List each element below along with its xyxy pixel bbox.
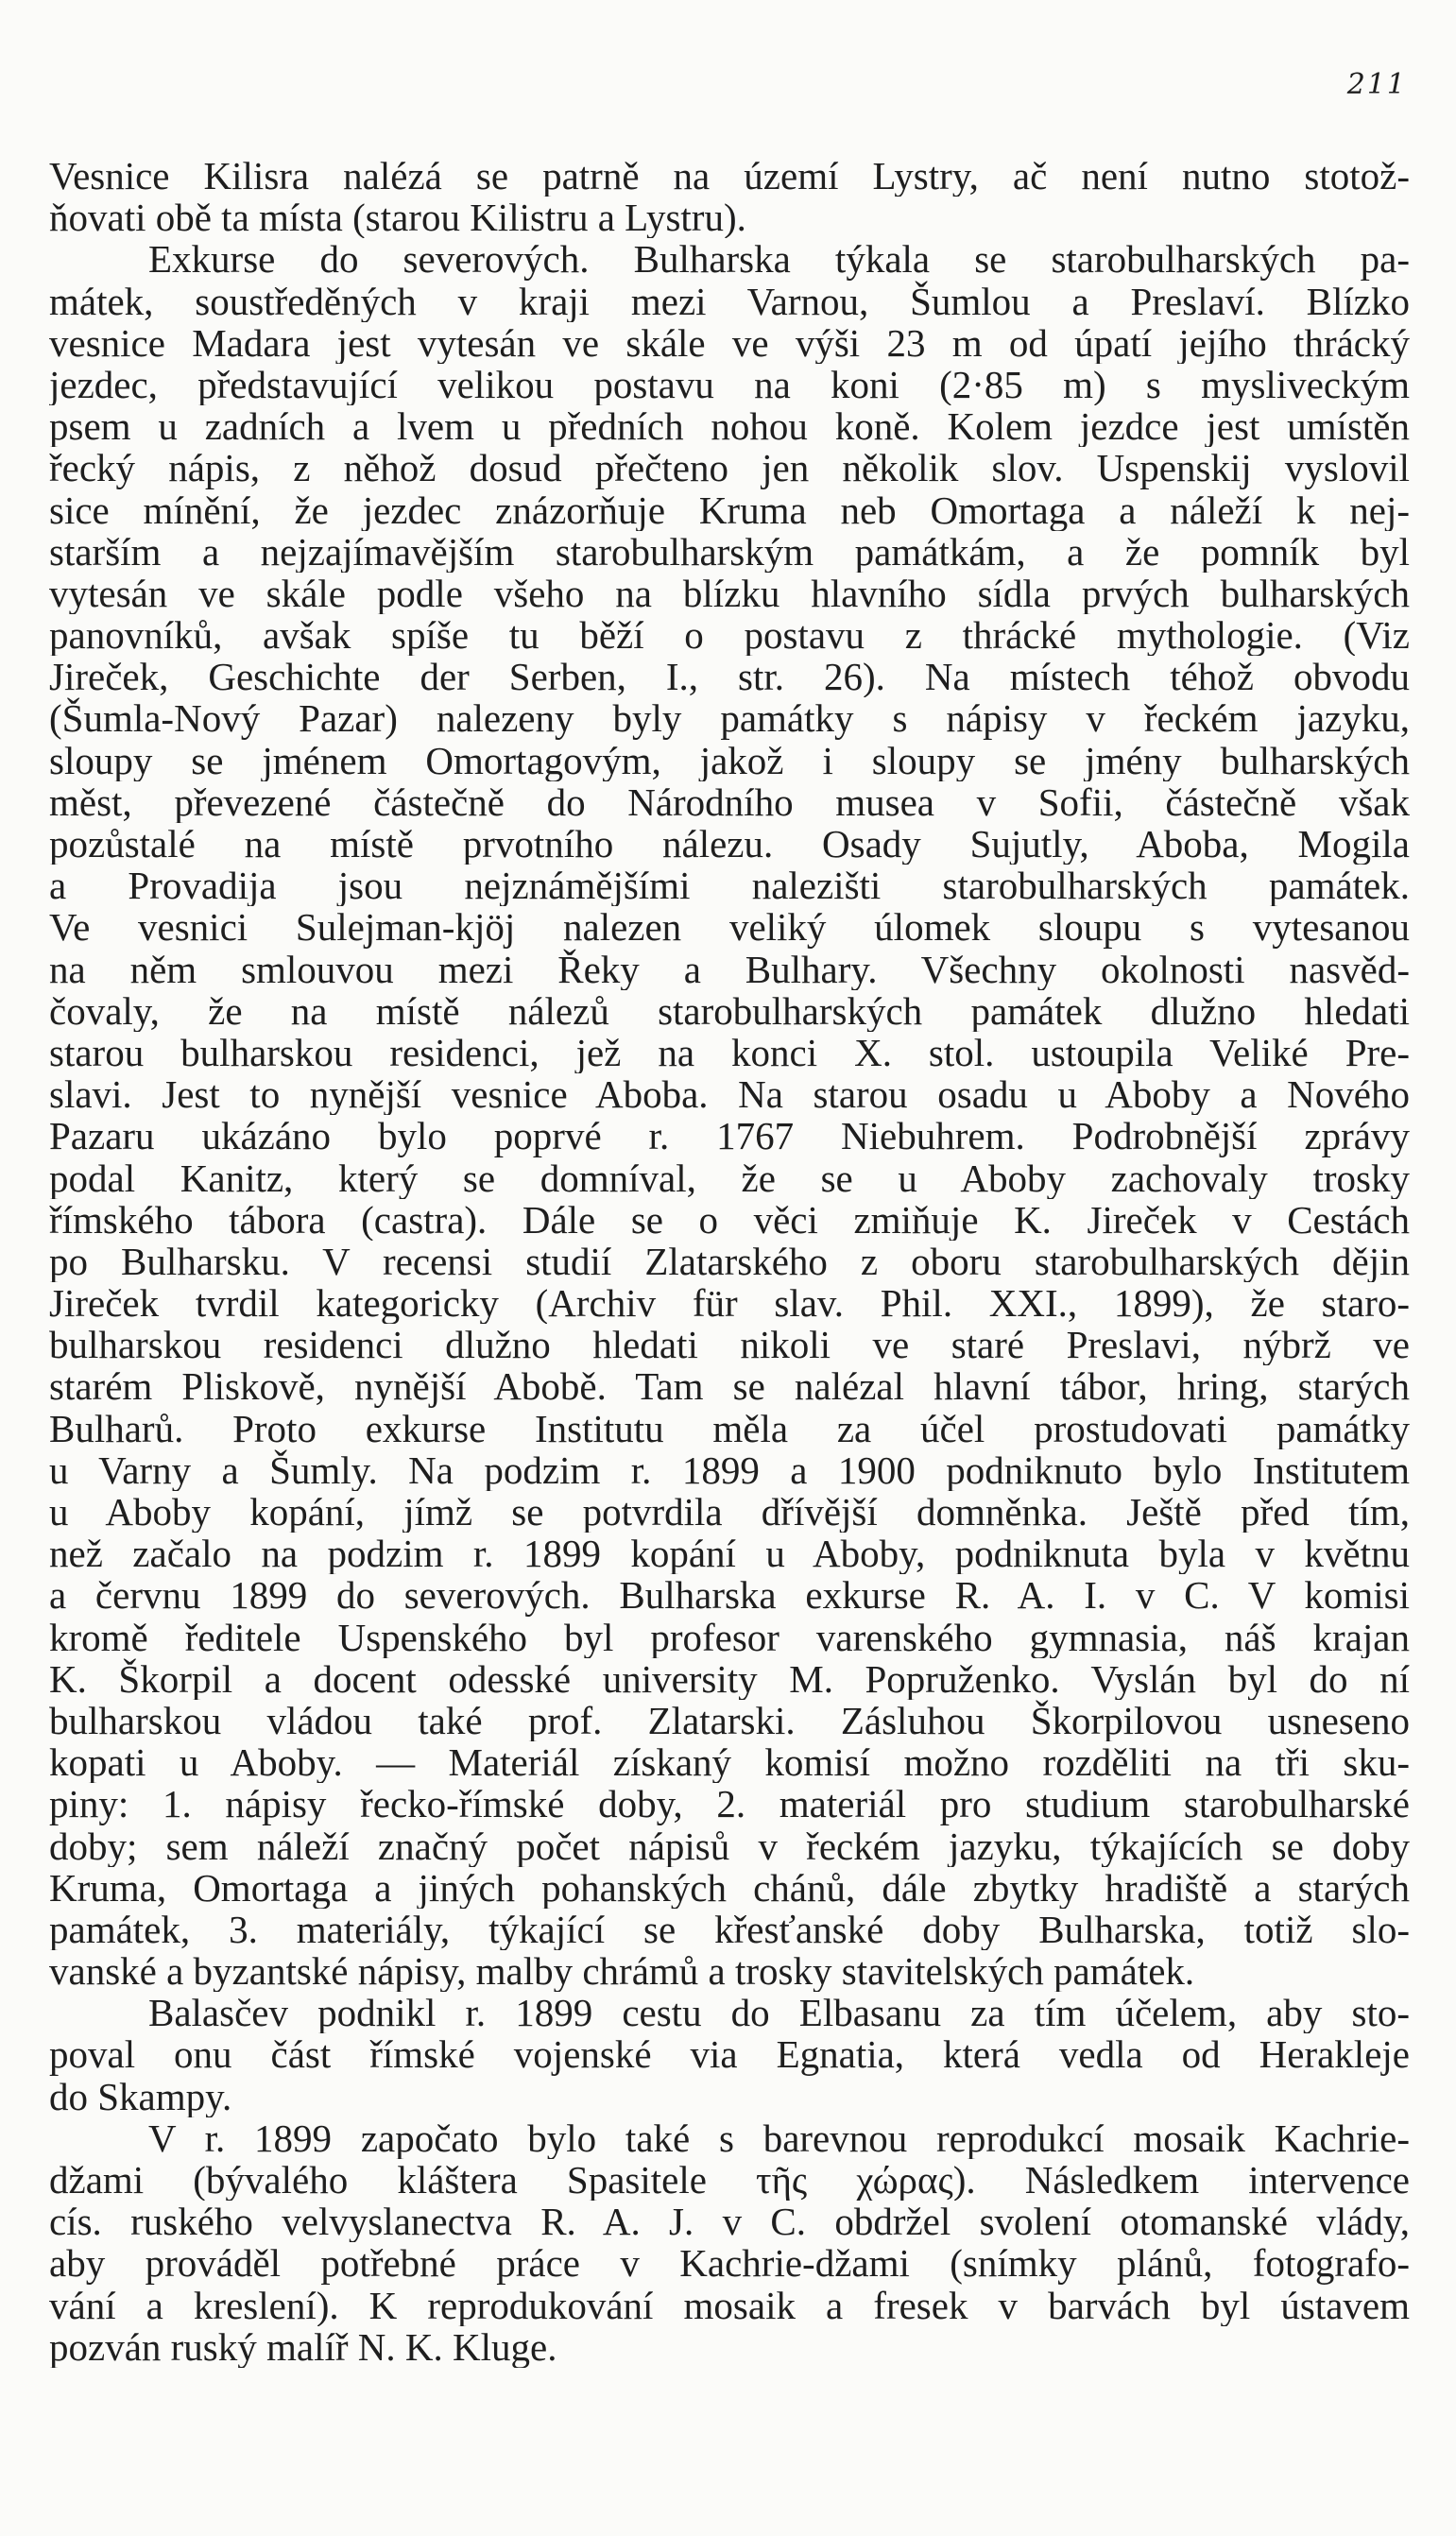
text-line: po Bulharsku. V recensi studií Zlatarského z oboru starobulharských dějin <box>49 1240 1410 1283</box>
text-line: čovaly, že na místě nálezů starobulharských památek dlužno hledati <box>49 989 1410 1032</box>
text-line: džami (bývalého kláštera Spasitele τῆς χώρας). Následkem intervence <box>49 2159 1410 2202</box>
paragraph <box>49 238 1410 1992</box>
text-line: sloupy se jménem Omortagovým, jakož i sloupy se jmény bulharských <box>49 739 1410 781</box>
text-line: K. Škorpil a docent odesské university M. Popruženko. Vyslán byl do ní <box>49 1657 1410 1700</box>
text-line: sice mínění, že jezdec znázorňuje Kruma neb Omortaga a náleží k nej- <box>49 488 1410 531</box>
text-line: než začalo na podzim r. 1899 kopání u Aboby, podniknuta byla v květnu <box>49 1533 1410 1575</box>
text-line: vytesán ve skále podle všeho na blízku hlavního sídla prvých bulharských <box>49 572 1410 615</box>
text-line: Jireček tvrdil kategoricky (Archiv für slav. Phil. XXI., 1899), že staro- <box>49 1282 1410 1325</box>
text-line: měst, převezené částečně do Národního musea v Sofii, částečně však <box>49 780 1410 823</box>
text-line: V r. 1899 započato bylo také s barevnou reprodukcí mosaik Kachrie- <box>148 2116 1410 2159</box>
paragraph <box>49 155 1410 238</box>
text-line: Exkurse do severových. Bulharska týkala se starobulharských pa- <box>148 238 1410 281</box>
text-line: na něm smlouvou mezi Řeky a Bulhary. Všechny okolnosti nasvěd- <box>49 948 1410 990</box>
text-line: poval onu část římské vojenské via Egnatia, která vedla od Herakleje <box>49 2033 1410 2076</box>
text-line: doby; sem náleží značný počet nápisů v řeckém jazyku, týkajících se doby <box>49 1825 1410 1867</box>
text-line: starším a nejzajímavějším starobulharským památkám, a že pomník byl <box>49 530 1410 573</box>
text-line: slavi. Jest to nynější vesnice Aboba. Na starou osadu u Aboby a Nového <box>49 1073 1410 1116</box>
text-line: Balasčev podnikl r. 1899 cestu do Elbasanu za tím účelem, aby sto- <box>148 1992 1410 2034</box>
text-line: Jireček, Geschichte der Serben, I., str. 26). Na místech téhož obvodu <box>49 656 1410 698</box>
text-line: podal Kanitz, který se domníval, že se u Aboby zachovaly trosky <box>49 1157 1410 1199</box>
text-line: památek, 3. materiály, týkající se křesťanské doby Bulharska, totiž slo- <box>49 1908 1410 1951</box>
text-line: psem u zadních a lvem u předních nohou koně. Kolem jezdce jest umístěn <box>49 405 1410 448</box>
text-line: mátek, soustředěných v kraji mezi Varnou, Šumlou a Preslaví. Blízko <box>49 280 1410 322</box>
text-line: vesnice Madara jest vytesán ve skále ve výši 23 m od úpatí jejího thrácký <box>49 321 1410 364</box>
text-line: a Provadija jsou nejznámějšími nalezišti starobulharských památek. <box>49 865 1410 907</box>
text-line: jezdec, představující velikou postavu na koni (2·85 m) s mysliveckým <box>49 363 1410 406</box>
text-line: aby prováděl potřebné práce v Kachrie-džami (snímky plánů, fotografo- <box>49 2242 1410 2285</box>
page-number: 211 <box>1346 68 1407 101</box>
text-line: kopati u Aboby. — Materiál získaný komisí možno rozděliti na tři sku- <box>49 1741 1410 1784</box>
text-line: pozván ruský malíř N. K. Kluge. <box>49 2325 557 2368</box>
text-line: a červnu 1899 do severových. Bulharska exkurse R. A. I. v C. V komisi <box>49 1574 1410 1617</box>
text-line: do Skampy. <box>49 2075 232 2117</box>
paragraph <box>49 1992 1410 2117</box>
text-line: vanské a byzantské nápisy, malby chrámů a trosky stavitelských památek. <box>49 1950 1195 1993</box>
text-line: Ve vesnici Sulejman-kjöj nalezen veliký úlomek sloupu s vytesanou <box>49 906 1410 949</box>
text-line: u Varny a Šumly. Na podzim r. 1899 a 1900 podniknuto bylo Institutem <box>49 1448 1410 1491</box>
text-line: bulharskou residenci dlužno hledati nikoli ve staré Preslavi, nýbrž ve <box>49 1324 1410 1366</box>
paragraph <box>49 2117 1410 2368</box>
text-line: Kruma, Omortaga a jiných pohanských chánů, dále zbytky hradiště a starých <box>49 1866 1410 1909</box>
text-line: starou bulharskou residenci, jež na konci X. stol. ustoupila Veliké Pre- <box>49 1031 1410 1074</box>
text-line: Bulharů. Proto exkurse Institutu měla za účel prostudovati památky <box>49 1407 1410 1449</box>
text-line: (Šumla-Nový Pazar) nalezeny byly památky s nápisy v řeckém jazyku, <box>49 697 1410 740</box>
text-line: Vesnice Kilisra nalézá se patrně na území Lystry, ač není nutno stotož- <box>49 155 1410 197</box>
text-line: bulharskou vládou také prof. Zlatarski. Zásluhou Škorpilovou usneseno <box>49 1699 1410 1742</box>
text-line: u Aboby kopání, jímž se potvrdila dřívější domněnka. Ještě před tím, <box>49 1491 1410 1534</box>
text-line: cís. ruského velvyslanectva R. A. J. v C. obdržel svolení otomanské vlády, <box>49 2201 1410 2243</box>
text-line: kromě ředitele Uspenského byl profesor varenského gymnasia, náš krajan <box>49 1616 1410 1658</box>
text-line: vání a kreslení). K reprodukování mosaik a fresek v barvách byl ústavem <box>49 2284 1410 2326</box>
text-line: Pazaru ukázáno bylo poprvé r. 1767 Niebuhrem. Podrobnější zprávy <box>49 1115 1410 1157</box>
text-line: římského tábora (castra). Dále se o věci zmiňuje K. Jireček v Cestách <box>49 1198 1410 1241</box>
text-line: řecký nápis, z něhož dosud přečteno jen několik slov. Uspenskij vyslovil <box>49 447 1410 489</box>
text-line: panovníků, avšak spíše tu běží o postavu z thrácké mythologie. (Viz <box>49 614 1410 657</box>
text-line: ňovati obě ta místa (starou Kilistru a Lystru). <box>49 197 746 239</box>
text-line: starém Pliskově, nynější Abobě. Tam se nalézal hlavní tábor, hring, starých <box>49 1365 1410 1408</box>
text-line: pozůstalé na místě prvotního nálezu. Osady Sujutly, Aboba, Mogila <box>49 823 1410 865</box>
text-line: piny: 1. nápisy řecko-římské doby, 2. materiál pro studium starobulharské <box>49 1783 1410 1825</box>
body-text <box>49 155 1410 2368</box>
